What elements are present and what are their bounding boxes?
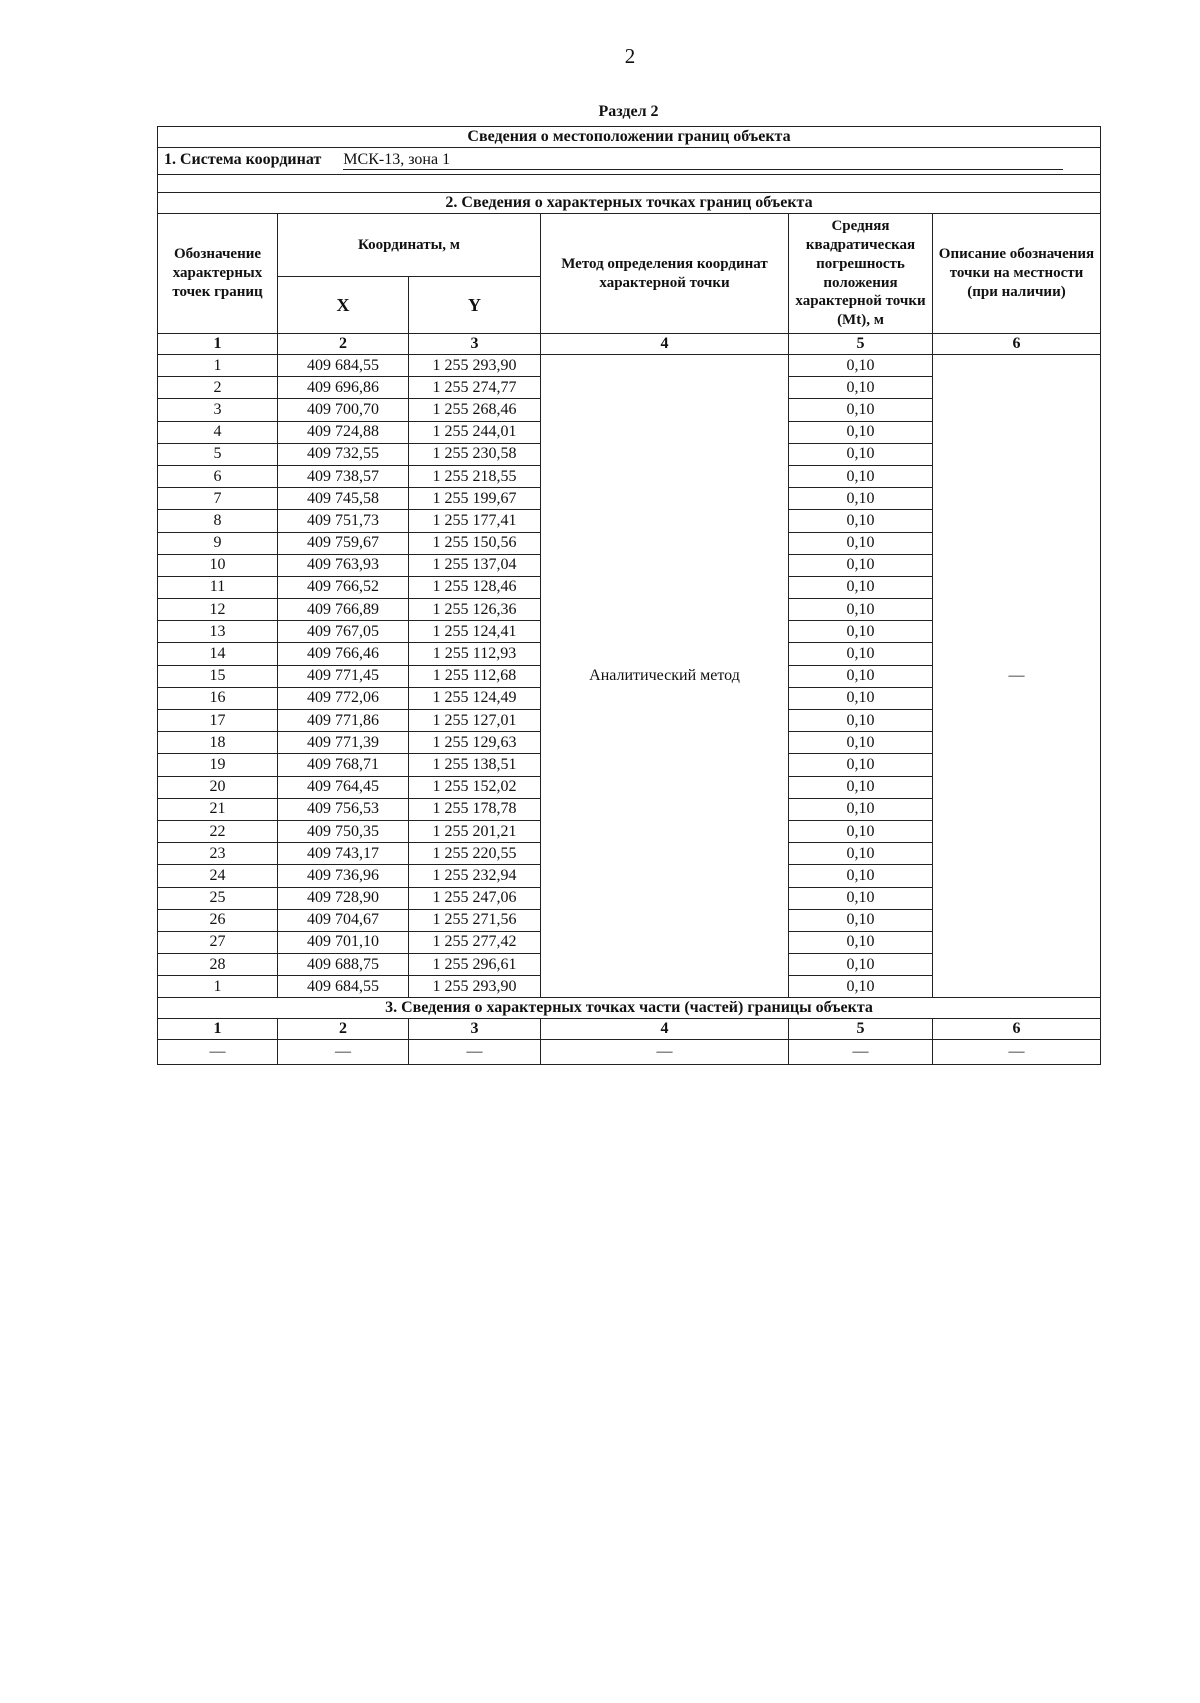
coord-x: 409 766,52 <box>278 576 409 598</box>
column-number: 6 <box>933 1019 1101 1040</box>
coord-x: 409 700,70 <box>278 399 409 421</box>
point-id: 13 <box>158 621 278 643</box>
coord-y: 1 255 112,68 <box>409 665 541 687</box>
point-id: 3 <box>158 399 278 421</box>
coordinate-system-row <box>158 148 1101 175</box>
accuracy-mt: 0,10 <box>789 532 933 554</box>
coord-y: 1 255 201,21 <box>409 820 541 842</box>
point-id: 15 <box>158 665 278 687</box>
coord-x: 409 759,67 <box>278 532 409 554</box>
accuracy-mt: 0,10 <box>789 465 933 487</box>
coord-y: 1 255 232,94 <box>409 865 541 887</box>
accuracy-mt: 0,10 <box>789 909 933 931</box>
header-y: Y <box>409 277 541 334</box>
coord-x: 409 701,10 <box>278 931 409 953</box>
table-title: Сведения о местоположении границ объекта <box>158 127 1101 148</box>
point-id: 1 <box>158 355 278 377</box>
point-id: 20 <box>158 776 278 798</box>
column-number: 5 <box>789 1019 933 1040</box>
point-id: 4 <box>158 421 278 443</box>
coord-y: 1 255 150,56 <box>409 532 541 554</box>
coord-y: 1 255 199,67 <box>409 488 541 510</box>
coord-x: 409 736,96 <box>278 865 409 887</box>
boundary-table <box>157 126 1101 1065</box>
coord-x: 409 764,45 <box>278 776 409 798</box>
point-id: 6 <box>158 465 278 487</box>
point-id: 1 <box>158 976 278 998</box>
point-id: 21 <box>158 798 278 820</box>
subsection3-numbers-row <box>158 1019 1101 1040</box>
method-cell: Аналитический метод <box>541 355 789 998</box>
coord-x: 409 724,88 <box>278 421 409 443</box>
coordinate-system-value: МСК-13, зона 1 <box>343 152 1063 170</box>
spacer-row <box>158 175 1101 193</box>
coord-x: 409 750,35 <box>278 820 409 842</box>
header-description: Описание обозначения точки на местности (при наличии) <box>933 214 1101 334</box>
empty-value: — <box>158 1040 278 1065</box>
coord-y: 1 255 218,55 <box>409 465 541 487</box>
point-id: 9 <box>158 532 278 554</box>
point-id: 18 <box>158 732 278 754</box>
point-id: 22 <box>158 820 278 842</box>
coord-y: 1 255 274,77 <box>409 377 541 399</box>
column-numbers-row <box>158 334 1101 355</box>
empty-value: — <box>409 1040 541 1065</box>
accuracy-mt: 0,10 <box>789 510 933 532</box>
accuracy-mt: 0,10 <box>789 710 933 732</box>
point-id: 8 <box>158 510 278 532</box>
subsection2-title: 2. Сведения о характерных точках границ объекта <box>158 193 1101 214</box>
column-number: 1 <box>158 334 278 355</box>
coord-x: 409 684,55 <box>278 976 409 998</box>
accuracy-mt: 0,10 <box>789 399 933 421</box>
column-number: 5 <box>789 334 933 355</box>
point-id: 25 <box>158 887 278 909</box>
point-id: 14 <box>158 643 278 665</box>
coord-y: 1 255 126,36 <box>409 599 541 621</box>
column-number: 1 <box>158 1019 278 1040</box>
coord-y: 1 255 247,06 <box>409 887 541 909</box>
description-cell: — <box>933 355 1101 998</box>
coord-y: 1 255 271,56 <box>409 909 541 931</box>
point-id: 16 <box>158 687 278 709</box>
coord-y: 1 255 124,41 <box>409 621 541 643</box>
coord-y: 1 255 277,42 <box>409 931 541 953</box>
point-id: 11 <box>158 576 278 598</box>
coord-y: 1 255 296,61 <box>409 954 541 976</box>
accuracy-mt: 0,10 <box>789 377 933 399</box>
accuracy-mt: 0,10 <box>789 732 933 754</box>
accuracy-mt: 0,10 <box>789 355 933 377</box>
coord-x: 409 745,58 <box>278 488 409 510</box>
accuracy-mt: 0,10 <box>789 621 933 643</box>
table-row <box>158 355 1101 377</box>
coord-y: 1 255 124,49 <box>409 687 541 709</box>
coord-x: 409 771,39 <box>278 732 409 754</box>
column-number: 3 <box>409 1019 541 1040</box>
column-number: 2 <box>278 334 409 355</box>
point-id: 5 <box>158 443 278 465</box>
accuracy-mt: 0,10 <box>789 931 933 953</box>
point-id: 27 <box>158 931 278 953</box>
point-id: 2 <box>158 377 278 399</box>
empty-value: — <box>541 1040 789 1065</box>
point-id: 19 <box>158 754 278 776</box>
coord-y: 1 255 137,04 <box>409 554 541 576</box>
coord-x: 409 768,71 <box>278 754 409 776</box>
coord-x: 409 771,45 <box>278 665 409 687</box>
coord-y: 1 255 177,41 <box>409 510 541 532</box>
accuracy-mt: 0,10 <box>789 776 933 798</box>
subsection3-title: 3. Сведения о характерных точках части (частей) границы объекта <box>158 998 1101 1019</box>
coord-x: 409 732,55 <box>278 443 409 465</box>
coord-y: 1 255 293,90 <box>409 355 541 377</box>
point-id: 23 <box>158 843 278 865</box>
coord-y: 1 255 178,78 <box>409 798 541 820</box>
empty-value: — <box>933 1040 1101 1065</box>
coord-y: 1 255 112,93 <box>409 643 541 665</box>
coord-y: 1 255 220,55 <box>409 843 541 865</box>
accuracy-mt: 0,10 <box>789 443 933 465</box>
coord-x: 409 771,86 <box>278 710 409 732</box>
coord-y: 1 255 268,46 <box>409 399 541 421</box>
empty-value: — <box>278 1040 409 1065</box>
accuracy-mt: 0,10 <box>789 665 933 687</box>
accuracy-mt: 0,10 <box>789 798 933 820</box>
coord-y: 1 255 244,01 <box>409 421 541 443</box>
page-number: 2 <box>624 44 636 68</box>
empty-value: — <box>789 1040 933 1065</box>
accuracy-mt: 0,10 <box>789 754 933 776</box>
coord-x: 409 756,53 <box>278 798 409 820</box>
section-title: Раздел 2 <box>598 103 659 120</box>
point-id: 12 <box>158 599 278 621</box>
accuracy-mt: 0,10 <box>789 687 933 709</box>
coord-y: 1 255 128,46 <box>409 576 541 598</box>
accuracy-mt: 0,10 <box>789 843 933 865</box>
accuracy-mt: 0,10 <box>789 421 933 443</box>
point-id: 7 <box>158 488 278 510</box>
point-id: 17 <box>158 710 278 732</box>
column-number: 4 <box>541 334 789 355</box>
column-number: 4 <box>541 1019 789 1040</box>
accuracy-mt: 0,10 <box>789 576 933 598</box>
column-number: 2 <box>278 1019 409 1040</box>
point-id: 26 <box>158 909 278 931</box>
coord-x: 409 767,05 <box>278 621 409 643</box>
coord-y: 1 255 152,02 <box>409 776 541 798</box>
header-method: Метод определения координат характерной точки <box>541 214 789 334</box>
accuracy-mt: 0,10 <box>789 865 933 887</box>
coord-y: 1 255 293,90 <box>409 976 541 998</box>
header-accuracy: Средняя квадратическая погрешность положения характерной точки (Mt), м <box>789 214 933 334</box>
point-id: 10 <box>158 554 278 576</box>
point-id: 24 <box>158 865 278 887</box>
coord-x: 409 751,73 <box>278 510 409 532</box>
coord-x: 409 743,17 <box>278 843 409 865</box>
coord-x: 409 763,93 <box>278 554 409 576</box>
header-coordinates: Координаты, м <box>278 214 541 277</box>
coord-x: 409 696,86 <box>278 377 409 399</box>
accuracy-mt: 0,10 <box>789 976 933 998</box>
header-point: Обозначение характерных точек границ <box>158 214 278 334</box>
coord-x: 409 772,06 <box>278 687 409 709</box>
accuracy-mt: 0,10 <box>789 954 933 976</box>
column-number: 6 <box>933 334 1101 355</box>
point-id: 28 <box>158 954 278 976</box>
subsection3-values-row <box>158 1040 1101 1065</box>
coord-y: 1 255 138,51 <box>409 754 541 776</box>
accuracy-mt: 0,10 <box>789 887 933 909</box>
accuracy-mt: 0,10 <box>789 599 933 621</box>
coord-y: 1 255 129,63 <box>409 732 541 754</box>
coord-y: 1 255 127,01 <box>409 710 541 732</box>
coord-x: 409 684,55 <box>278 355 409 377</box>
accuracy-mt: 0,10 <box>789 820 933 842</box>
accuracy-mt: 0,10 <box>789 488 933 510</box>
accuracy-mt: 0,10 <box>789 554 933 576</box>
coord-x: 409 704,67 <box>278 909 409 931</box>
coord-x: 409 766,46 <box>278 643 409 665</box>
coordinate-system-label: 1. Система координат <box>164 151 322 168</box>
accuracy-mt: 0,10 <box>789 643 933 665</box>
coord-x: 409 766,89 <box>278 599 409 621</box>
coord-x: 409 728,90 <box>278 887 409 909</box>
coord-x: 409 688,75 <box>278 954 409 976</box>
header-x: X <box>278 277 409 334</box>
column-number: 3 <box>409 334 541 355</box>
coord-x: 409 738,57 <box>278 465 409 487</box>
coord-y: 1 255 230,58 <box>409 443 541 465</box>
